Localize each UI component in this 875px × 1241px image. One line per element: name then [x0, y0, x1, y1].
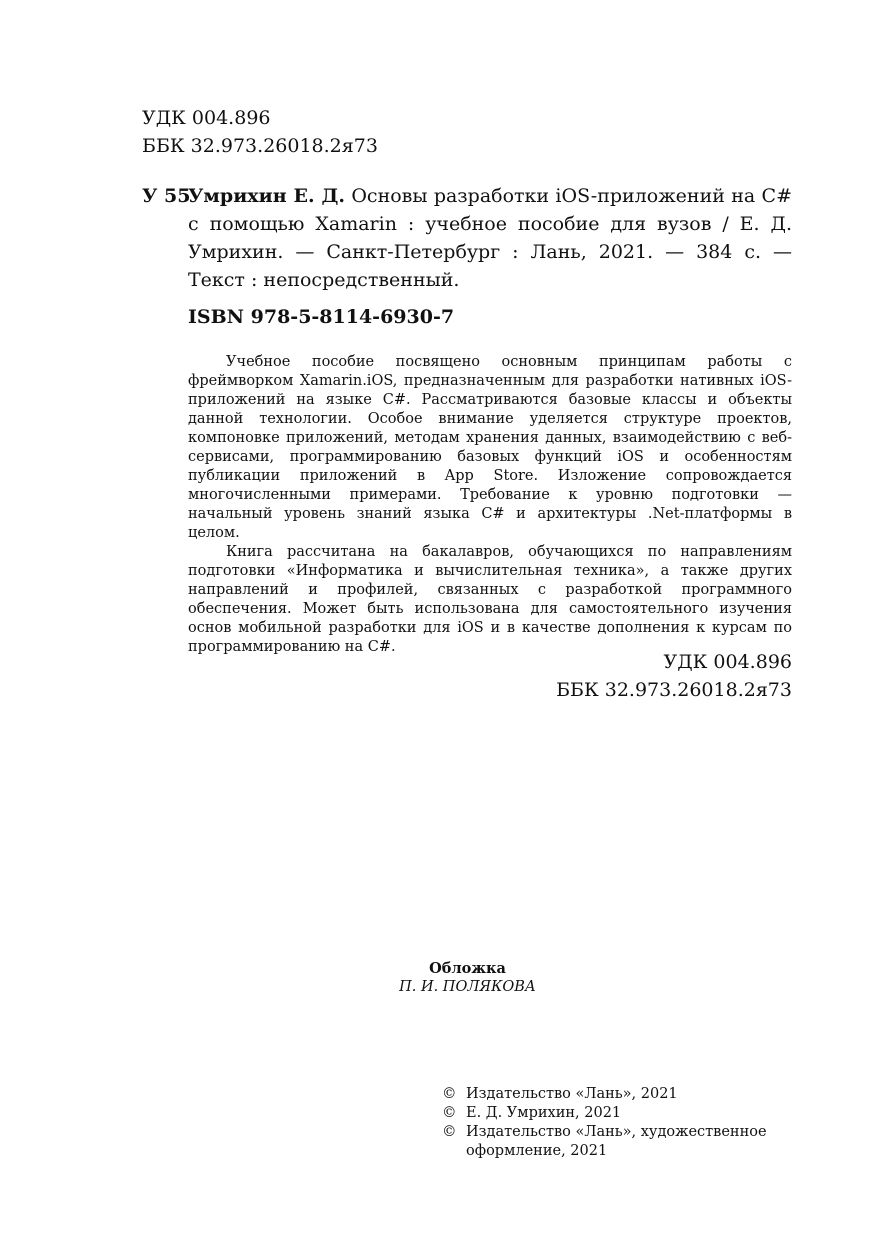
udk-code: УДК 004.896: [142, 107, 271, 129]
bbk-code: ББК 32.973.26018.2я73: [142, 135, 378, 157]
annotation-paragraph: Учебное пособие посвящено основным принципам работы с фреймворком Xamarin.iOS, предназначенным для разработки нативных iOS-приложений на языке C#. Рассматриваются базовые классы и объекты данной технологии. Особое внимание уделяется структуре проектов, компоновке приложений, методам хранения данных, взаимодействию с веб-сервисами, программированию базовых функций iOS и особенностям публикации приложений в App Store. Изложение сопровождается многочисленными примерами. Требование к уровню подготовки — начальный уровень знаний языка C# и архитектуры .Net-платформы в целом.: [188, 354, 792, 541]
copyright-icon: ©: [442, 1105, 457, 1121]
annotation-paragraph: Книга рассчитана на бакалавров, обучающихся по направлениям подготовки «Информатика и вычислительная техника», а также других направлений и профилей, связанных с разработкой программного обеспечения. Может быть использована для самостоятельного изучения основ мобильной разработки для iOS и в качестве дополнения к курсам по программированию на C#.: [188, 544, 792, 655]
author-index-code: У 55: [142, 185, 191, 207]
classification-footer: [420, 648, 792, 704]
copyright-block: [442, 1085, 782, 1161]
bbk-code-bottom: ББК 32.973.26018.2я73: [556, 679, 792, 701]
cover-designer: П. И. ПОЛЯКОВА: [399, 979, 536, 995]
author-name: Умрихин Е. Д.: [188, 185, 346, 207]
copyright-text: Издательство «Лань», художественное оформление, 2021: [466, 1124, 767, 1159]
copyright-line: [442, 1104, 782, 1123]
copyright-line: [442, 1123, 782, 1161]
cover-credit: [300, 959, 635, 997]
udk-code-bottom: УДК 004.896: [663, 651, 792, 673]
copyright-icon: ©: [442, 1124, 457, 1140]
classification-header: [142, 104, 542, 160]
cover-label: Обложка: [429, 960, 506, 977]
copyright-line: [442, 1085, 782, 1104]
copyright-text: Издательство «Лань», 2021: [466, 1086, 678, 1102]
annotation: [188, 353, 792, 657]
bibliographic-description: [188, 182, 792, 294]
copyright-text: Е. Д. Умрихин, 2021: [466, 1105, 622, 1121]
isbn: ISBN 978-5-8114-6930-7: [188, 306, 455, 328]
book-description: Основы разработки iOS-приложений на C# с помощью Xamarin : учебное пособие для вузов / Е. Д. Умрихин. — Санкт-Петербург : Лань, 2021. — 384 с. — Текст : непосредственный.: [188, 185, 792, 291]
copyright-icon: ©: [442, 1086, 457, 1102]
